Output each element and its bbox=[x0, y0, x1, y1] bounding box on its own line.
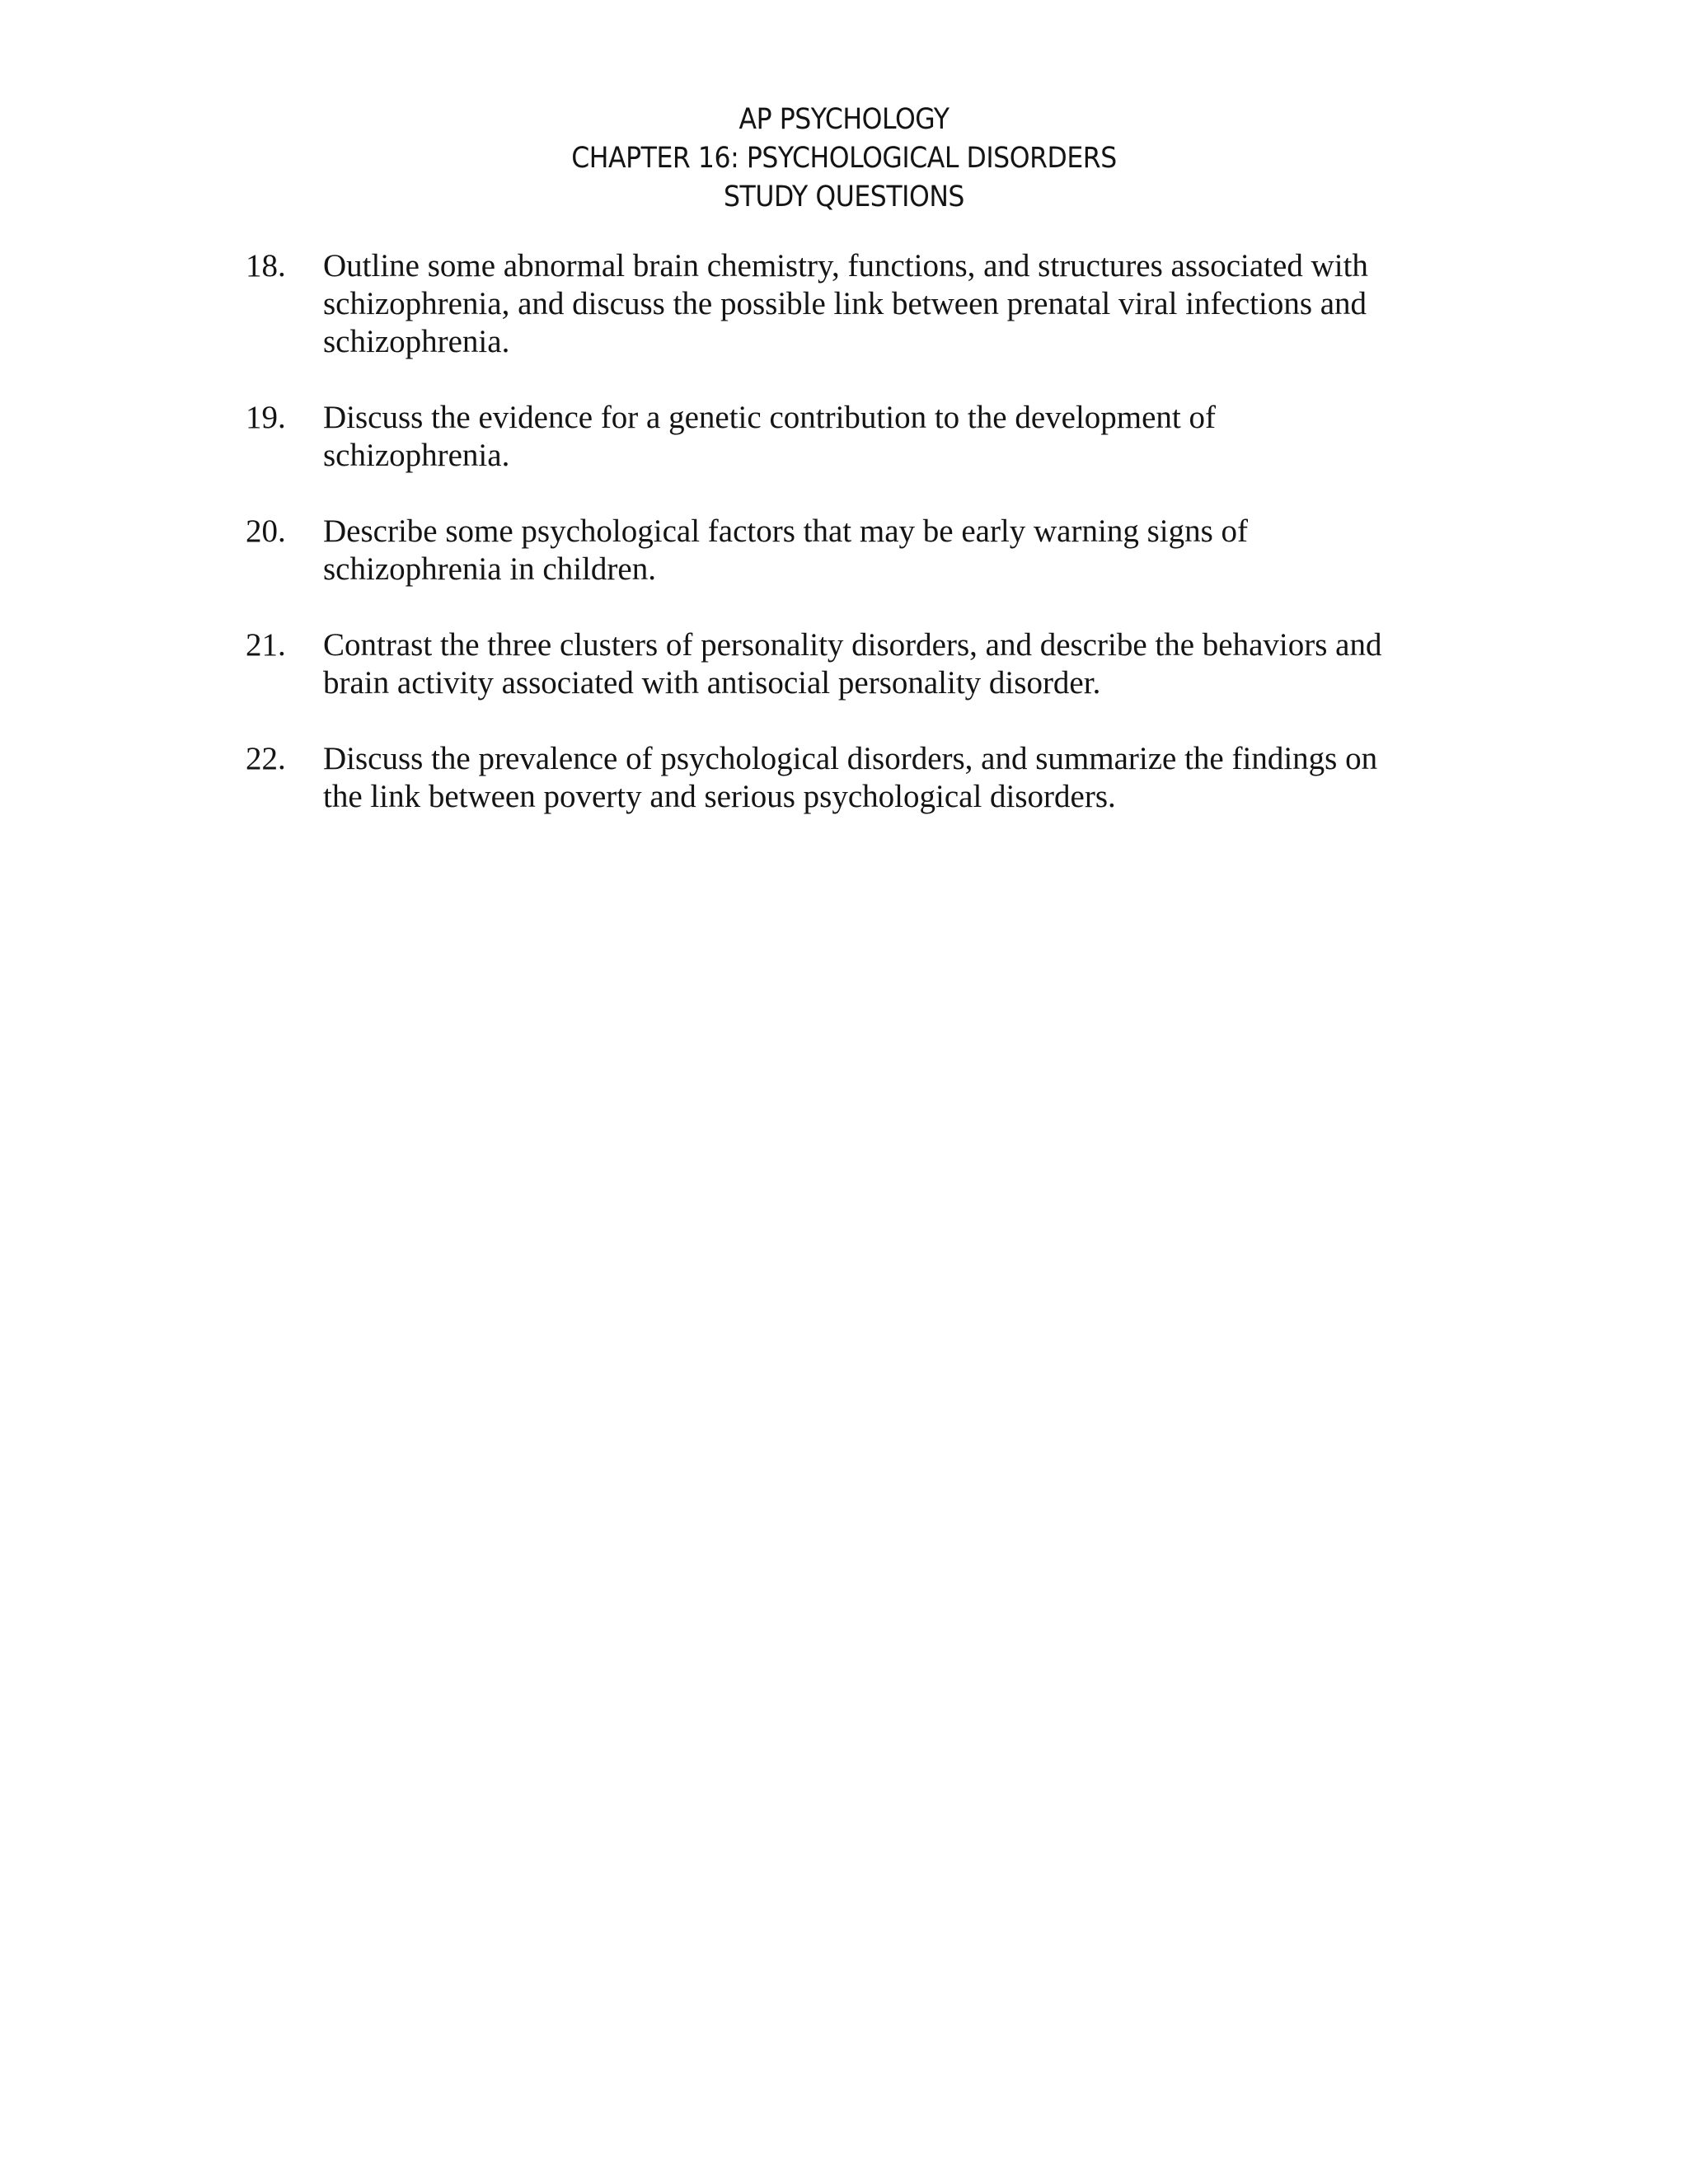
question-text-line: schizophrenia. bbox=[323, 324, 510, 359]
question-item bbox=[246, 626, 1441, 702]
question-number: 18. bbox=[246, 248, 286, 284]
question-number: 20. bbox=[246, 513, 286, 549]
question-item bbox=[246, 247, 1441, 361]
question-text-line: brain activity associated with antisocial personality disorder. bbox=[323, 665, 1101, 701]
question-text-line: Discuss the prevalence of psychological disorders, and summarize the findings on bbox=[323, 741, 1378, 776]
question-text-line: Discuss the evidence for a genetic contribution to the development of bbox=[323, 400, 1216, 435]
section-title: STUDY QUESTIONS bbox=[724, 180, 964, 213]
question-item bbox=[246, 513, 1441, 588]
question-text-line: schizophrenia. bbox=[323, 438, 510, 473]
question-list bbox=[246, 247, 1441, 854]
question-number: 21. bbox=[246, 627, 286, 663]
question-text-line: schizophrenia, and discuss the possible link between prenatal viral infections and bbox=[323, 286, 1367, 321]
chapter-title: CHAPTER 16: PSYCHOLOGICAL DISORDERS bbox=[571, 142, 1117, 175]
course-title: AP PSYCHOLOGY bbox=[738, 103, 950, 136]
question-text-line: schizophrenia in children. bbox=[323, 551, 656, 587]
question-text-line: Contrast the three clusters of personality disorders, and describe the behaviors and bbox=[323, 627, 1382, 663]
question-item bbox=[246, 740, 1441, 816]
question-text-line: the link between poverty and serious psychological disorders. bbox=[323, 779, 1116, 814]
document-header bbox=[84, 101, 1603, 217]
question-text-line: Describe some psychological factors that may be early warning signs of bbox=[323, 513, 1248, 549]
question-number: 19. bbox=[246, 400, 286, 435]
question-text-line: Outline some abnormal brain chemistry, functions, and structures associated with bbox=[323, 248, 1368, 284]
question-number: 22. bbox=[246, 741, 286, 776]
question-item bbox=[246, 399, 1441, 475]
